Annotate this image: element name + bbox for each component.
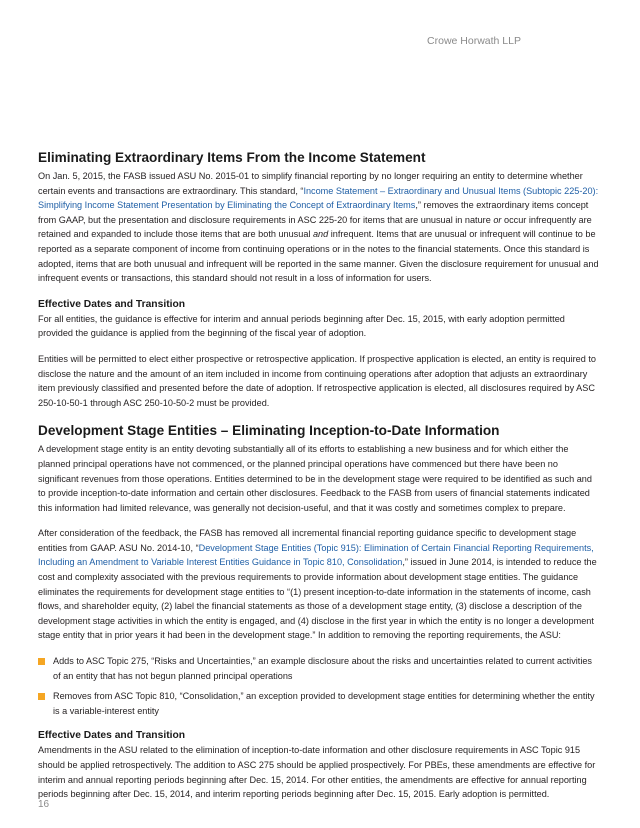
emphasis-and: and bbox=[312, 229, 329, 240]
list-item-text: Removes from ASC Topic 810, “Consolidation,” an exception provided to development stage entities for determining whether the entity is a variable-interest entity bbox=[53, 691, 595, 716]
paragraph-feedback bbox=[38, 526, 600, 643]
text-run: After consideration of the feedback, the FASB has removed all incremental financial reporting guidance specific to development stage entities from GAAP. ASU No. 2014-10, “ bbox=[38, 528, 577, 553]
paragraph-extraordinary-intro bbox=[38, 169, 600, 286]
text-run: ,” removes the extraordinary items concept from GAAP, but the presentation and disclosure requirements in ASC 225-20 for items that are unusual in nature bbox=[38, 200, 589, 225]
asu-2014-10-link[interactable]: Development Stage Entities (Topic 915): Elimination of Certain Financial Reporting Requirements, Including an Amendment to Variable Interest Entities Guidance in Topic 810, Consolidation bbox=[38, 542, 594, 568]
text-run: occur infrequently are retained and expanded to include those items that are both unusual bbox=[38, 214, 592, 240]
asu-2015-01-link[interactable]: Income Statement – Extraordinary and Unusual Items (Subtopic 225-20): Simplifying Income Statement Presentation by Eliminating the Concept of Extraordinary Items bbox=[38, 185, 599, 211]
header-brand: Crowe Horwath LLP bbox=[427, 35, 521, 47]
section-title-development-stage: Development Stage Entities – Eliminating Inception-to-Date Information bbox=[38, 423, 500, 439]
square-bullet-icon bbox=[38, 658, 45, 665]
paragraph-effective-dates-1: For all entities, the guidance is effective for interim and annual periods beginning after Dec. 15, 2015, with early adoption permitted provided the guidance is applied from the beginning of the fiscal year of adoption. bbox=[38, 313, 565, 339]
page-content bbox=[38, 149, 600, 802]
asu-changes-list bbox=[38, 654, 600, 718]
text-run: On Jan. 5, 2015, the FASB issued ASU No. 2015-01 to simplify financial reporting by no longer requiring an entity to determine whether certain events and transactions are extraordinary. This standard, “ bbox=[38, 171, 583, 196]
paragraph-development-stage-intro: A development stage entity is an entity devoting substantially all of its efforts to establishing a new business and for which either the planned principal operations have not commenced, or the planned principal operations have commenced but there have been no significant revenues from those operations. Entities determined to be in the development stage were required to be identified as such and to provide inception-to-date information and certain other disclosures. Feedback to the FASB from users of financial statements indicated this information had limited relevance, was generally not decision-useful, and that it was costly and sometimes complex to prepare. bbox=[38, 444, 592, 513]
text-run: ,” issued in June 2014, is intended to reduce the cost and complexity associated with the previous requirements to provide information about development stage entities. The guidance eliminates the requirements for development stage entities to “(1) present inception-to-date information in the statements of income, cash flows, and shareholder equity, (2) label the financial statements as those of a development stage entity, (3) disclose a description of the development stage activities in which the entity is engaged, and (4) disclose in the first year in which the entity is no longer a development stage entity that in prior years it had been in the development stage.” In addition to removing the reporting requirements, the ASU: bbox=[38, 557, 597, 641]
list-item bbox=[38, 654, 600, 683]
paragraph-transition-1: Entities will be permitted to elect either prospective or retrospective application. If prospective application is elected, an entity is required to disclose the nature and the amount of an item included in income from continuing operations after adoption that adjusts an extraordinary item previously classified and presented before the date of adoption. If retrospective application is elected, all disclosures required by ASC 250-10-50-1 through ASC 250-10-50-2 must be provided. bbox=[38, 353, 596, 408]
text-run: infrequent. Items that are unusual or infrequent will continue to be reported as a separate component of income from continuing operations or in the notes to the financial statements. Once this standard is adopted, items that are both unusual and infrequent will be reported in the same manner. Given the disclosure requirement for unusual and infrequent events or transactions, this standard should not result in a loss of information for users. bbox=[38, 229, 599, 284]
square-bullet-icon bbox=[38, 693, 45, 700]
section-title-extraordinary-items: Eliminating Extraordinary Items From the Income Statement bbox=[38, 150, 426, 165]
list-item-text: Adds to ASC Topic 275, “Risks and Uncertainties,” an example disclosure about the risks and uncertainties related to current activities of an entity that has not begun planned principal operations bbox=[53, 656, 592, 681]
list-item bbox=[38, 689, 600, 718]
page-number: 16 bbox=[38, 799, 50, 810]
paragraph-effective-dates-2: Amendments in the ASU related to the elimination of inception-to-date information and other disclosure requirements in ASC Topic 915 should be applied retrospectively. The addition to ASC 275 should be applied prospectively. For PBEs, these amendments are effective for interim and annual reporting periods beginning after Dec. 15, 2014. For other entities, the amendments are effective for annual reporting periods beginning after Dec. 15, 2014, and interim reporting periods beginning after Dec. 15, 2015. Early adoption is permitted. bbox=[38, 745, 596, 800]
emphasis-or: or bbox=[493, 214, 502, 225]
subsection-title-effective-dates-1: Effective Dates and Transition bbox=[38, 298, 186, 310]
subsection-title-effective-dates-2: Effective Dates and Transition bbox=[38, 730, 186, 742]
